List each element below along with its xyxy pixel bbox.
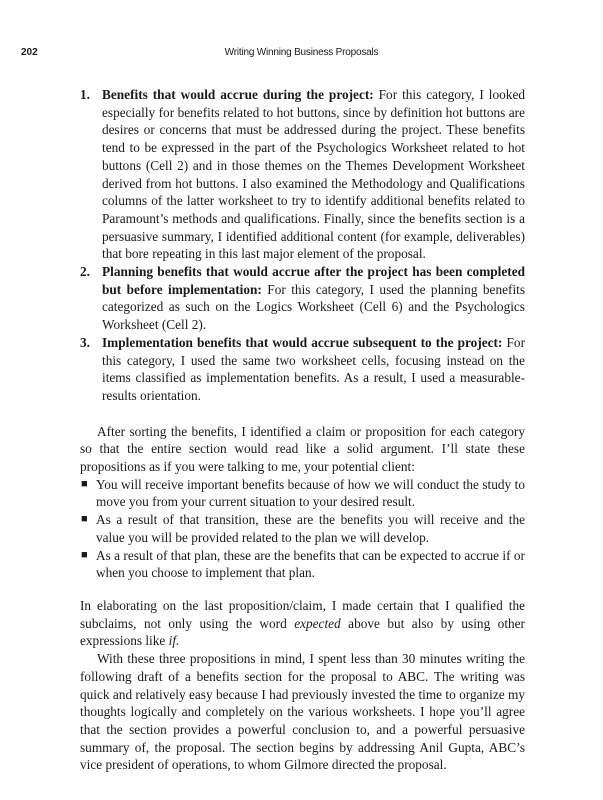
list-item bbox=[80, 476, 525, 511]
bullet-text: As a result of that transition, these are the benefits you will receive and the value you will be provided related to the plan we will develop. bbox=[96, 512, 525, 545]
elaborating-text-2: above but also by using other expressions like bbox=[80, 615, 525, 649]
paragraph-final: With these three propositions in mind, I spent less than 30 minutes writing the following draft of a benefits section for the proposal to ABC. The writing was quick and relatively easy because I had previously invested the time to organize my thoughts logically and completely on the various worksheets. I hope you’ll agree that the section provides a powerful conclusion to, and a powerful persuasive summary of, the proposal. The section begins by addressing Anil Gupta, ABC’s vice president of operations, to whom Gilmore directed the proposal. bbox=[80, 651, 525, 773]
body-text bbox=[80, 86, 525, 774]
page-number: 202 bbox=[21, 47, 38, 58]
bullet-icon: ■ bbox=[81, 513, 88, 526]
list-item bbox=[80, 86, 525, 263]
item-lead: Benefits that would accrue during the project: bbox=[102, 87, 374, 102]
bullet-text: You will receive important benefits because of how we will conduct the study to move you from your current situation to your desired result. bbox=[96, 476, 525, 510]
item-text: For this category, I used the planning benefits categorized as such on the Logics Worksheet (Cell 6) and the Psychologics Worksheet (Cell 2). bbox=[102, 281, 526, 333]
emphasis-if: if. bbox=[168, 633, 180, 649]
emphasis-expected: expected bbox=[294, 615, 341, 631]
item-lead: Planning benefits that would accrue after the project has been completed but before implementation: bbox=[102, 264, 525, 297]
running-head bbox=[0, 46, 603, 60]
item-text: For this category, I looked especially for benefits related to hot buttons, since by definition hot buttons are desires or concerns that must be addressed during the project. These benefits tend to be expressed in the part of the Psychologics Worksheet related to hot buttons (Cell 2) and in those themes on the Themes Development Worksheet derived from hot buttons. I also examined the Methodology and Qualifications columns of the latter worksheet to try to identify additional benefits related to Paramount’s methods and qualifications. Finally, since the benefits section is a persuasive summary, I identified additional content (for example, deliverables) that bore repeating in this last major element of the proposal. bbox=[102, 87, 525, 262]
list-item bbox=[80, 334, 525, 405]
running-title: Writing Winning Business Proposals bbox=[224, 47, 379, 58]
bullet-icon: ■ bbox=[81, 548, 88, 561]
list-item bbox=[80, 547, 525, 582]
bullet-text: As a result of that plan, these are the benefits that can be expected to accrue if or when you choose to implement that plan. bbox=[96, 547, 525, 581]
elaborating-text-1: In elaborating on the last proposition/claim, I made certain that I qualified the subclaims, not only using the word bbox=[80, 597, 525, 631]
list-item bbox=[80, 511, 525, 546]
list-item bbox=[80, 263, 525, 334]
item-number: 3. bbox=[80, 334, 90, 350]
bullet-icon: ■ bbox=[81, 477, 88, 490]
paragraph-elaborating bbox=[80, 597, 525, 650]
item-number: 1. bbox=[80, 87, 90, 102]
bullet-list bbox=[80, 476, 525, 582]
item-number: 2. bbox=[80, 264, 90, 280]
numbered-list bbox=[80, 86, 525, 405]
item-lead: Implementation benefits that would accrue subsequent to the project: bbox=[102, 334, 503, 350]
item-text: For this category, I used the same two worksheet cells, focusing instead on the items classified as implementation benefits. As a result, I used a measurable-results orientation. bbox=[102, 334, 525, 403]
paragraph-sorting: After sorting the benefits, I identified a claim or proposition for each category so that the entire section would read like a solid argument. I’ll state these propositions as if you were talking to me, your potential client: bbox=[80, 423, 525, 475]
